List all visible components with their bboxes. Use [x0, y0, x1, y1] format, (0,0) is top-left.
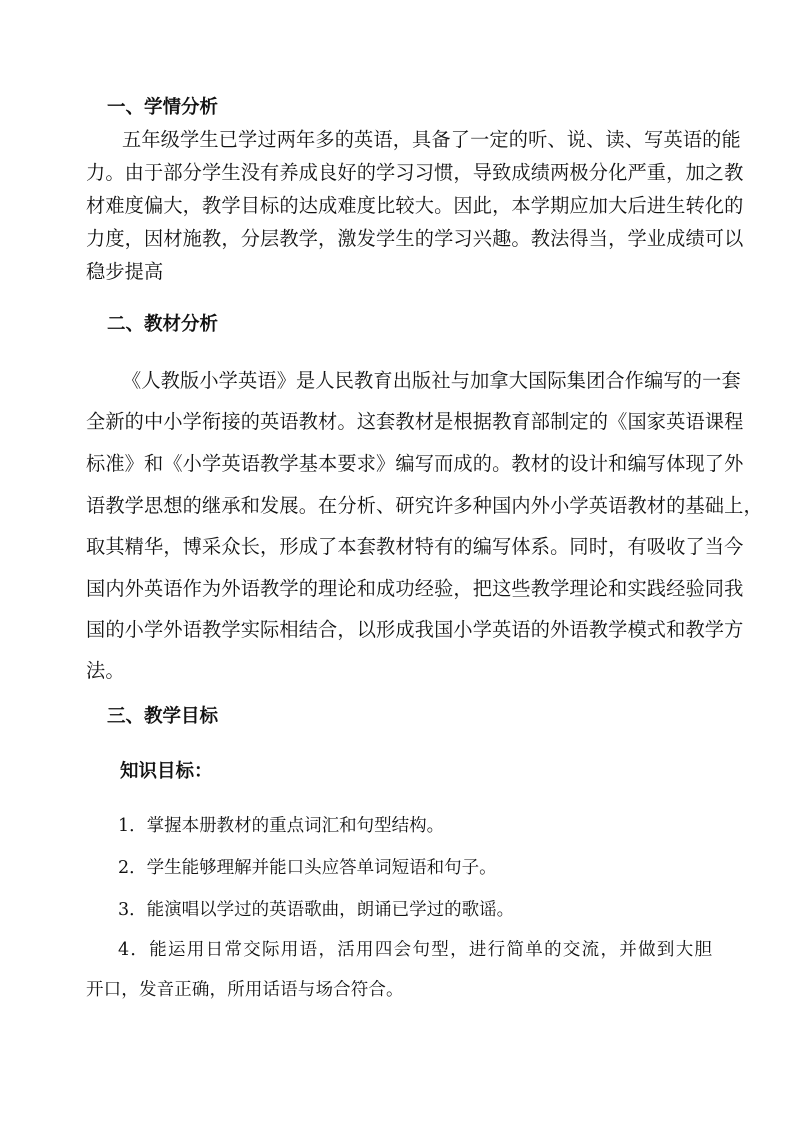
paragraph-line: 五年级学生已学过两年多的英语，具备了一定的听、说、读、写英语的能 [122, 128, 741, 151]
paragraph-line: 力度，因材施教，分层教学，激发学生的学习兴趣。教法得当，学业成绩可以 [86, 227, 744, 250]
section-heading-textbook-analysis: 二、教材分析 [107, 314, 219, 335]
paragraph-line: 标准》和《小学英语教学基本要求》编写而成的。教材的设计和编写体现了外 [86, 452, 744, 475]
paragraph-line: 国内外英语作为外语教学的理论和成功经验，把这些教学理论和实践经验同我 [86, 577, 744, 600]
list-item-continuation: 开口，发音正确，所用话语与场合符合。 [86, 980, 404, 1000]
list-item: 4．能运用日常交际用语，活用四会句型，进行简单的交流，并做到大胆 [118, 940, 712, 960]
paragraph-line: 力。由于部分学生没有养成良好的学习习惯，导致成绩两极分化严重，加之教 [86, 161, 744, 184]
paragraph-line: 《人教版小学英语》是人民教育出版社与加拿大国际集团合作编写的一套 [122, 369, 741, 392]
section-heading-teaching-goals: 三、教学目标 [107, 706, 219, 727]
paragraph-line: 全新的中小学衔接的英语教材。这套教材是根据教育部制定的《国家英语课程 [86, 410, 744, 433]
subheading-knowledge-goals: 知识目标： [120, 761, 213, 782]
paragraph-line: 取其精华，博采众长，形成了本套教材特有的编写体系。同时，有吸收了当今 [86, 535, 744, 558]
paragraph-line: 语教学思想的继承和发展。在分析、研究许多种国内外小学英语教材的基础上， [86, 494, 763, 517]
paragraph-line: 国的小学外语教学实际相结合，以形成我国小学英语的外语教学模式和教学方 [86, 618, 744, 641]
list-item: 2．学生能够理解并能口头应答单词短语和句子。 [118, 858, 497, 878]
section-heading-student-analysis: 一、学情分析 [107, 97, 219, 118]
paragraph-line: 稳步提高 [86, 260, 164, 283]
paragraph-line: 法。 [86, 659, 125, 682]
paragraph-line: 材难度偏大，教学目标的达成难度比较大。因此，本学期应加大后进生转化的 [86, 194, 744, 217]
list-item: 3．能演唱以学过的英语歌曲，朗诵已学过的歌谣。 [118, 900, 515, 920]
list-item: 1．掌握本册教材的重点词汇和句型结构。 [118, 816, 445, 836]
